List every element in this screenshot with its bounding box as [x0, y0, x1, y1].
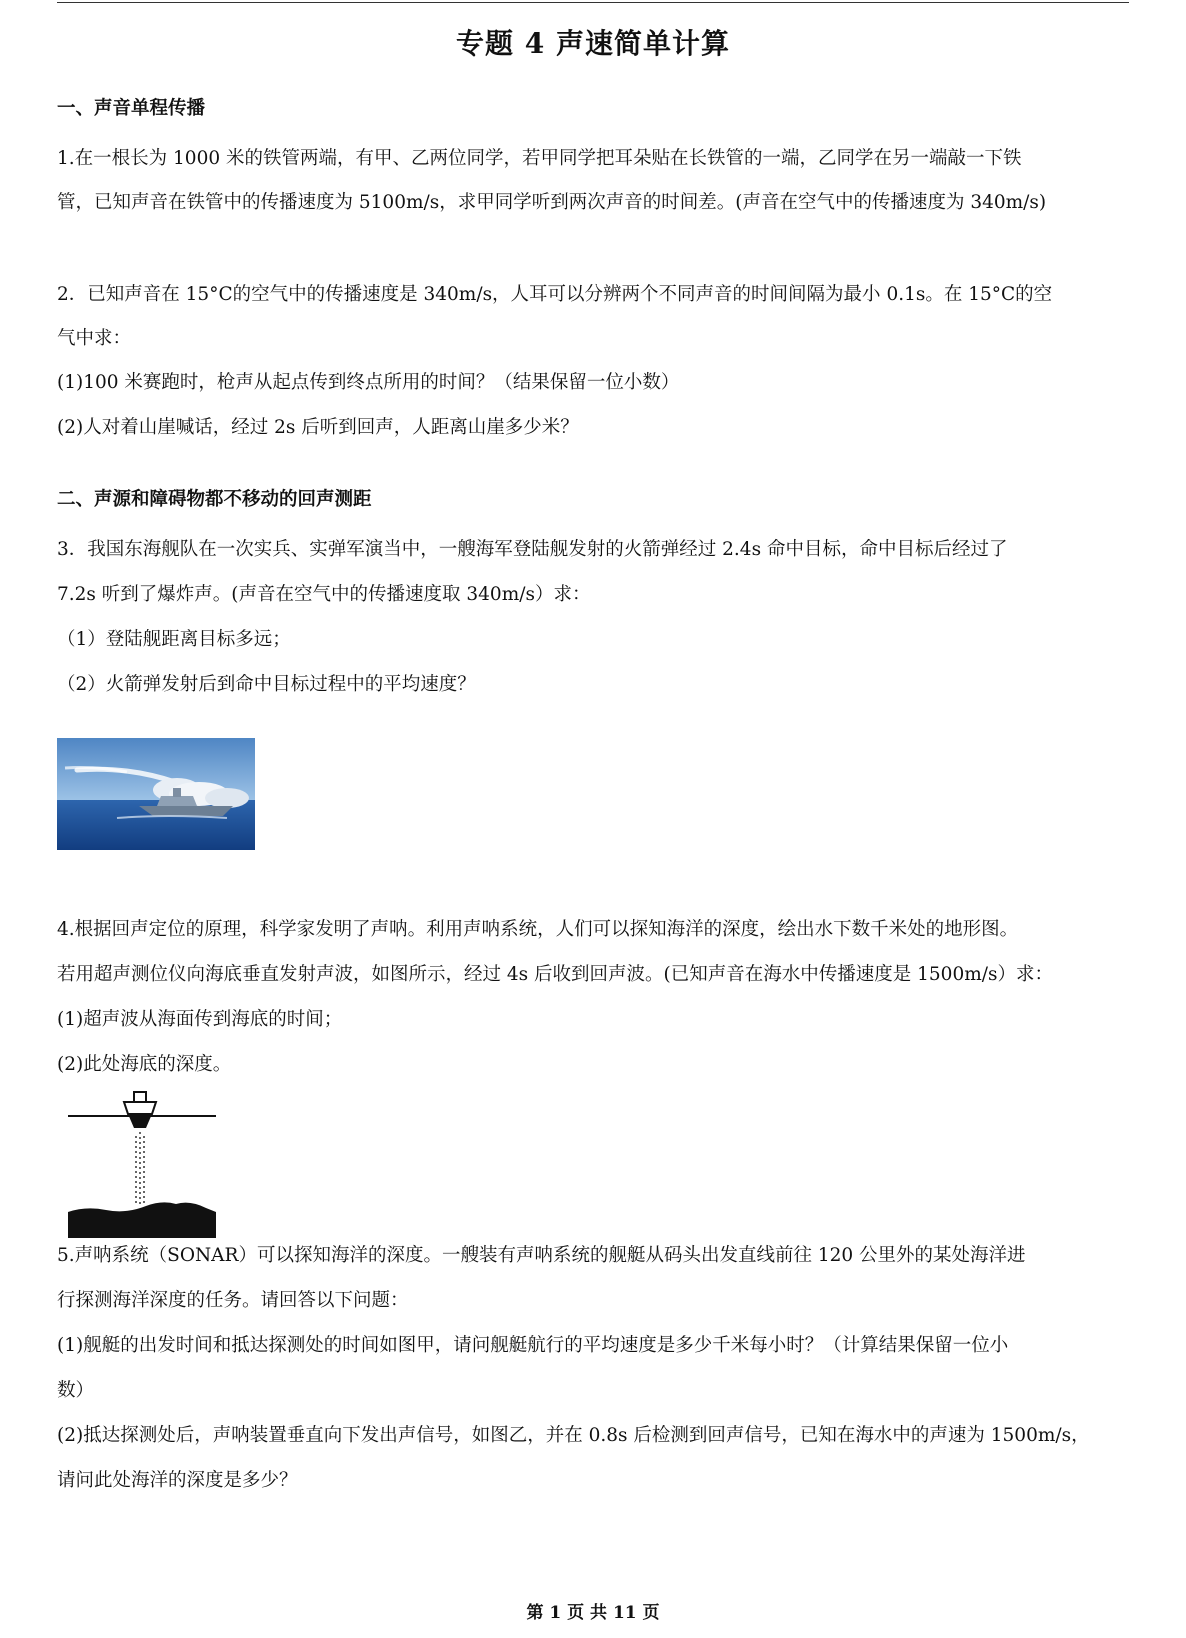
page-title: 专题 4 声速简单计算	[456, 27, 730, 60]
q5-sub-2-line-1: (2)抵达探测处后，声呐装置垂直向下发出声信号，如图乙，并在 0.8s 后检测到回声信号，已知在海水中的声速为 1500m/s，	[57, 1425, 1090, 1446]
page-footer: 第 1 页 共 11 页	[526, 1603, 660, 1623]
q4-line-1: 4.根据回声定位的原理，科学家发明了声呐。利用声呐系统，人们可以探知海洋的深度，绘出水下数千米处的地形图。	[57, 919, 1019, 940]
q5-sub-2-line-2: 请问此处海洋的深度是多少？	[57, 1470, 298, 1491]
q4-line-2: 若用超声测位仪向海底垂直发射声波，如图所示，经过 4s 后收到回声波。(已知声音在海水中传播速度是 1500m/s）求：	[57, 964, 1053, 985]
q3-line-1: 3．我国东海舰队在一次实兵、实弹军演当中，一艘海军登陆舰发射的火箭弹经过 2.4s 命中目标，命中目标后经过了	[57, 539, 1008, 560]
q3-line-2: 7.2s 听到了爆炸声。(声音在空气中的传播速度取 340m/s）求：	[57, 584, 591, 605]
section-heading-1: 一、声音单程传播	[57, 98, 206, 119]
q5-sub-1-line-1: (1)舰艇的出发时间和抵达探测处的时间如图甲，请问舰艇航行的平均速度是多少千米每小时？（计算结果保留一位小	[57, 1335, 1009, 1356]
top-rule	[57, 2, 1129, 3]
q1-line-1: 1.在一根长为 1000 米的铁管两端，有甲、乙两位同学，若甲同学把耳朵贴在长铁管的一端，乙同学在另一端敲一下铁	[57, 148, 1022, 169]
q2-line-1: 2．已知声音在 15°C的空气中的传播速度是 340m/s，人耳可以分辨两个不同声音的时间间隔为最小 0.1s。在 15°C的空	[57, 284, 1053, 305]
q5-line-1: 5.声呐系统（SONAR）可以探知海洋的深度。一艘装有声呐系统的舰艇从码头出发直线前往 120 公里外的某处海洋进	[57, 1245, 1026, 1266]
q5-sub-1-line-2: 数）	[57, 1380, 95, 1401]
q2-line-2: 气中求：	[57, 328, 132, 349]
q4-sub-1: (1)超声波从海面传到海底的时间；	[57, 1009, 343, 1030]
q3-sub-1: （1）登陆舰距离目标多远；	[57, 629, 291, 650]
sonar-diagram	[66, 1088, 222, 1240]
q1-line-2: 管，已知声音在铁管中的传播速度为 5100m/s，求甲同学听到两次声音的时间差。(声音在空气中的传播速度为 340m/s)	[57, 192, 1047, 213]
q3-sub-2: （2）火箭弹发射后到命中目标过程中的平均速度？	[57, 674, 476, 695]
warship-photo	[57, 738, 255, 850]
q4-sub-2: (2)此处海底的深度。	[57, 1054, 232, 1075]
q5-line-2: 行探测海洋深度的任务。请回答以下问题：	[57, 1290, 409, 1311]
section-heading-2: 二、声源和障碍物都不移动的回声测距	[57, 489, 372, 510]
q2-sub-2: (2)人对着山崖喊话，经过 2s 后听到回声，人距离山崖多少米？	[57, 417, 579, 438]
q2-sub-1: (1)100 米赛跑时，枪声从起点传到终点所用的时间？（结果保留一位小数）	[57, 372, 680, 393]
